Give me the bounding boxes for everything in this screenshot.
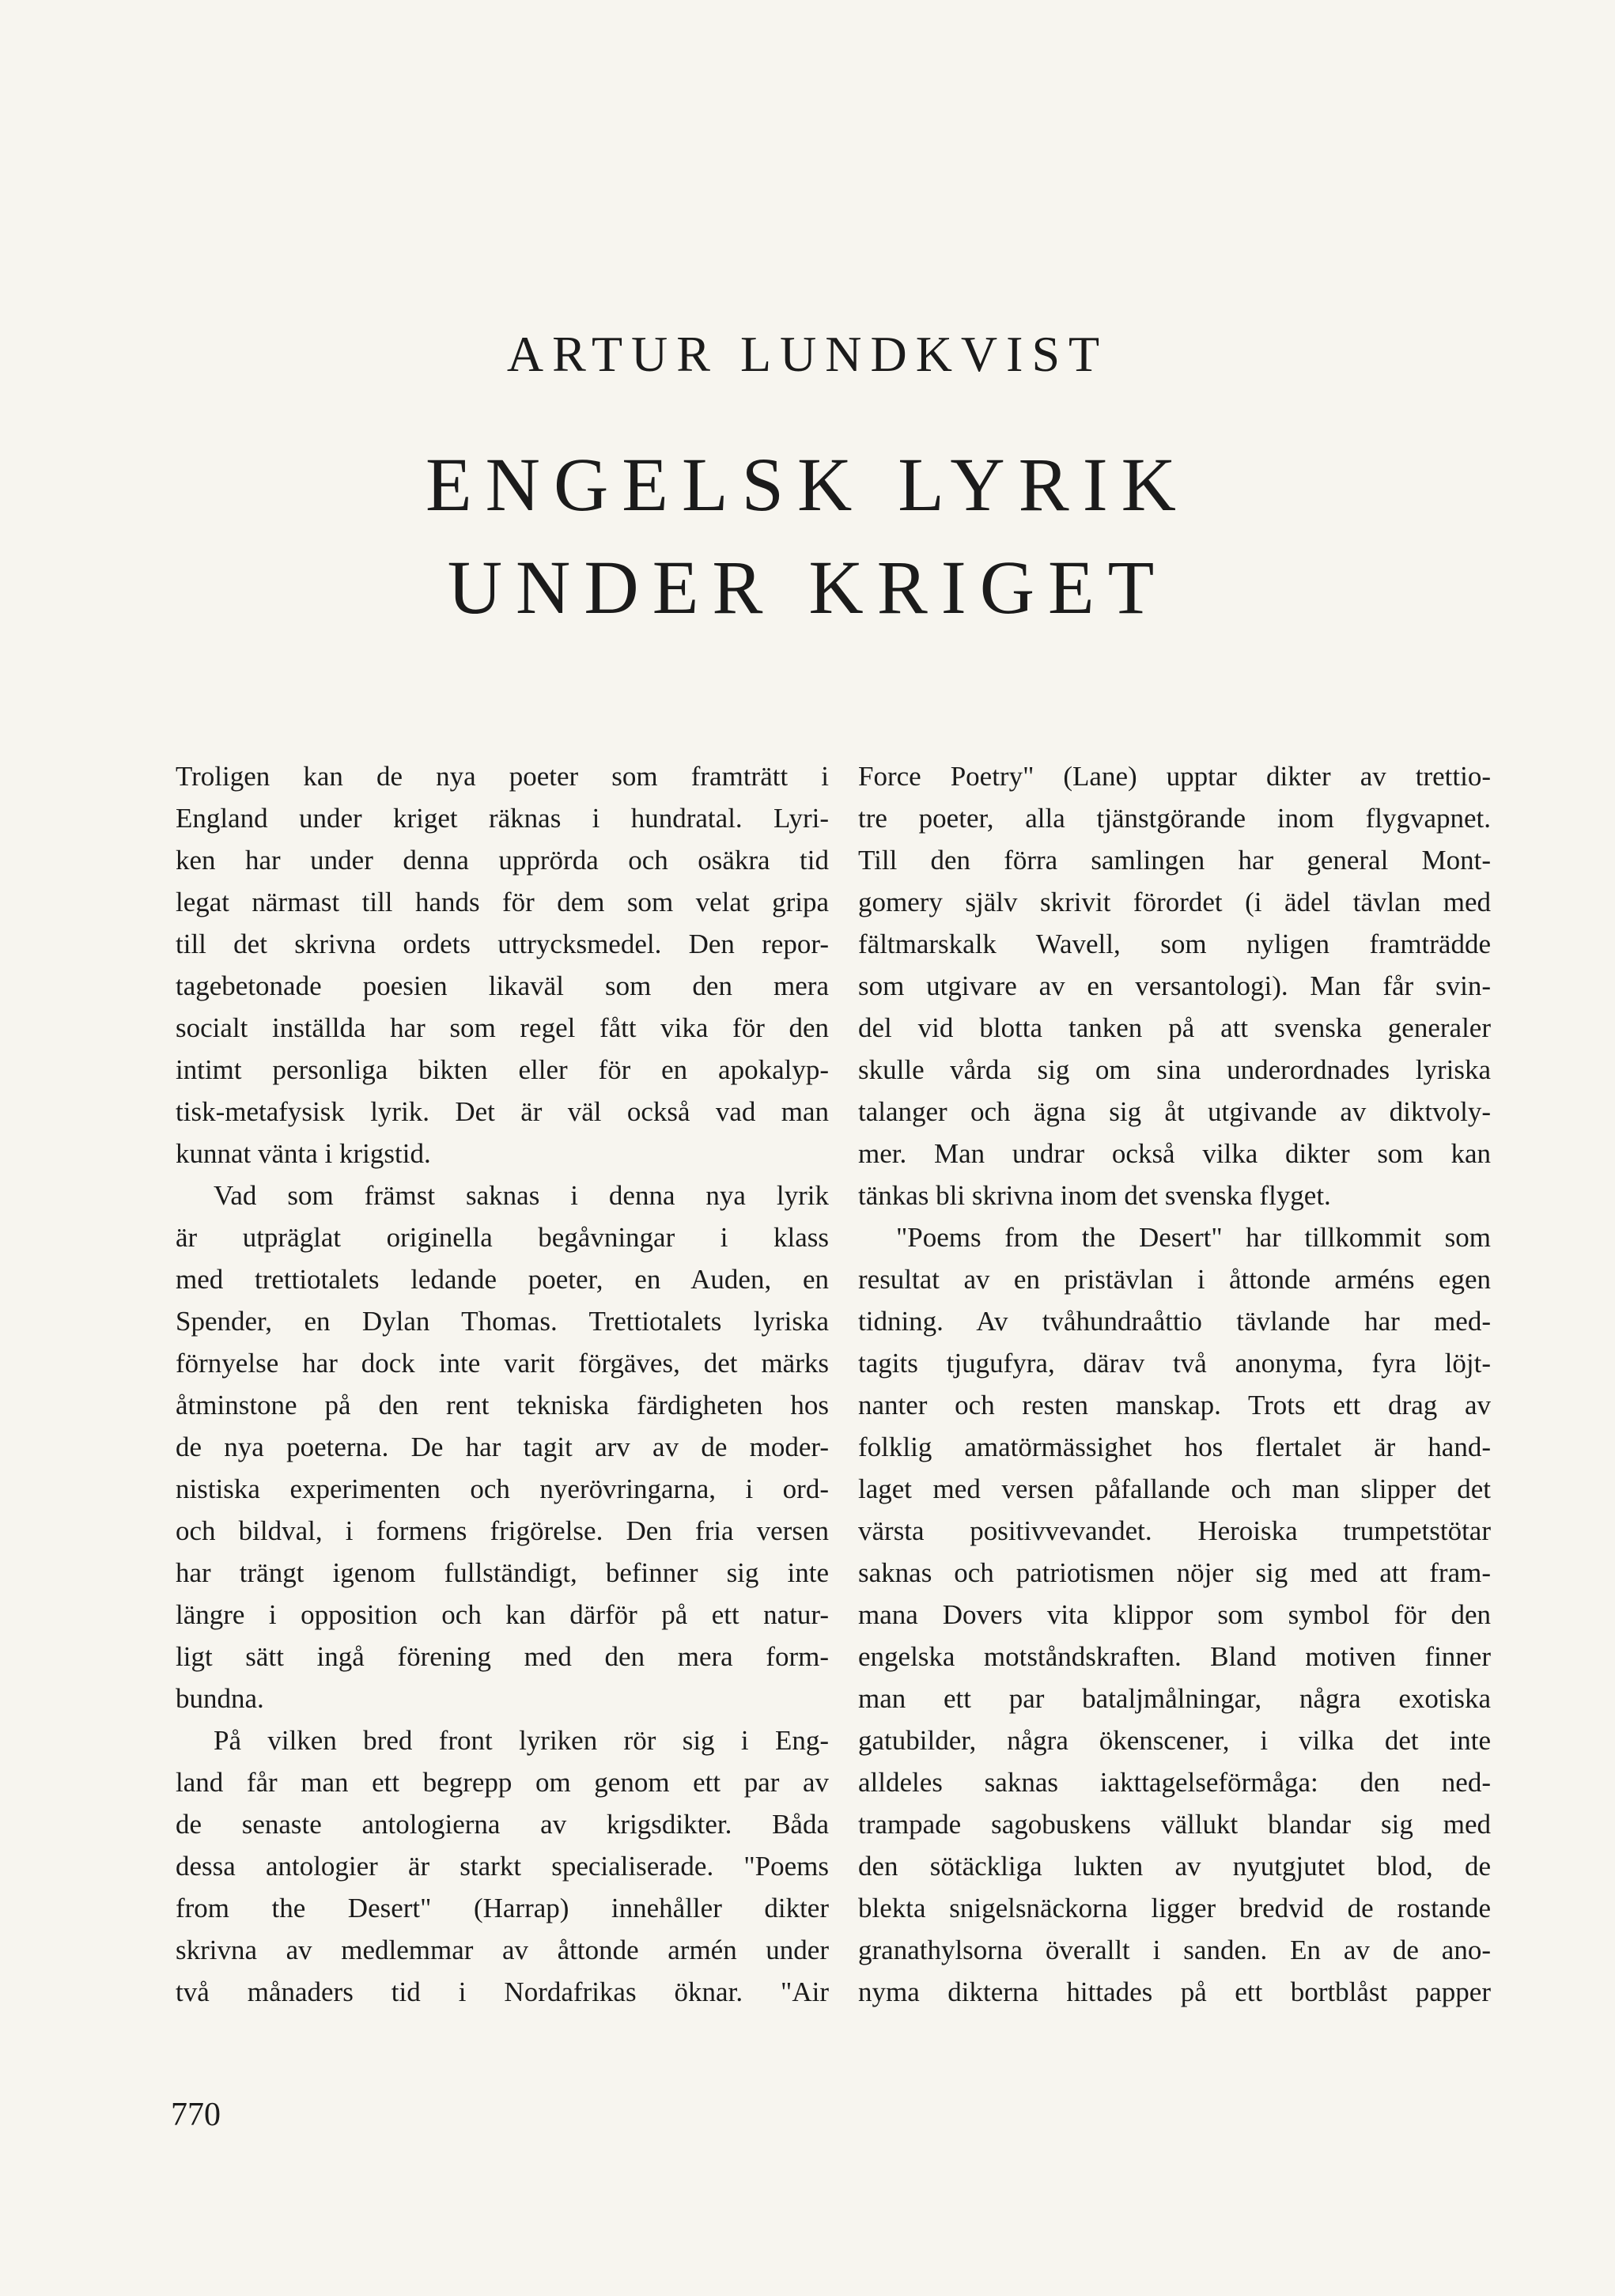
text-line: skulle vårda sig om sina underordnades lyriska [858, 1054, 1491, 1085]
text-line: socialt inställda har som regel fått vika för den [176, 1012, 829, 1043]
text-line: mer. Man undrar också vilka dikter som kan [858, 1138, 1491, 1169]
text-line: land får man ett begrepp om genom ett par av [176, 1767, 829, 1798]
text-line: de nya poeterna. De har tagit arv av de moder- [176, 1432, 829, 1462]
text-line: intimt personliga bikten eller för en apokalyp- [176, 1054, 829, 1085]
text-line: England under kriget räknas i hundratal. Lyri- [176, 803, 829, 834]
text-line: de senaste antologierna av krigsdikter. Båda [176, 1809, 829, 1840]
text-line: del vid blotta tanken på att svenska generaler [858, 1012, 1491, 1043]
text-line: granathylsorna överallt i sanden. En av de ano- [858, 1935, 1491, 1965]
left-column [176, 755, 829, 2013]
text-line: tagits tjugufyra, därav två anonyma, fyra löjt- [858, 1348, 1491, 1379]
text-line: gomery själv skrivit förordet (i ädel tävlan med [858, 887, 1491, 917]
text-line: skrivna av medlemmar av åttonde armén under [176, 1935, 829, 1965]
text-line: På vilken bred front lyriken rör sig i Eng- [214, 1725, 829, 1756]
text-line: förnyelse har dock inte varit förgäves, det märks [176, 1348, 829, 1379]
text-line: blekta snigelsnäckorna ligger bredvid de rostande [858, 1893, 1491, 1923]
text-line: from the Desert" (Harrap) innehåller dikter [176, 1893, 829, 1923]
article-title [0, 433, 1615, 639]
text-line: tisk-metafysisk lyrik. Det är väl också vad man [176, 1096, 829, 1127]
text-line: tagebetonade poesien likaväl som den mera [176, 970, 829, 1001]
text-line: tänkas bli skrivna inom det svenska flyget. [858, 1180, 1331, 1211]
text-line: alldeles saknas iakttagelseförmåga: den ned- [858, 1767, 1491, 1798]
text-line: värsta positivvevandet. Heroiska trumpetstötar [858, 1515, 1491, 1546]
text-line: med trettiotalets ledande poeter, en Auden, en [176, 1264, 829, 1295]
text-line: Force Poetry" (Lane) upptar dikter av trettio- [858, 761, 1491, 792]
right-column [858, 755, 1491, 2013]
text-line: tre poeter, alla tjänstgörande inom flygvapnet. [858, 803, 1491, 834]
author-name: ARTUR LUNDKVIST [506, 326, 1109, 382]
text-line: bundna. [176, 1683, 264, 1714]
text-line: mana Dovers vita klippor som symbol för den [858, 1599, 1491, 1630]
text-line: trampade sagobuskens vällukt blandar sig med [858, 1809, 1491, 1840]
text-line: den sötäckliga lukten av nyutgjutet blod, de [858, 1851, 1491, 1882]
text-line: fältmarskalk Wavell, som nyligen framträdde [858, 929, 1491, 959]
text-line: gatubilder, några ökenscener, i vilka det inte [858, 1725, 1491, 1756]
text-line: engelska motståndskraften. Bland motiven finner [858, 1641, 1491, 1672]
text-line: två månaders tid i Nordafrikas öknar. "Air [176, 1976, 829, 2007]
text-line: tidning. Av tvåhundraåttio tävlande har med- [858, 1306, 1491, 1337]
text-line: saknas och patriotismen nöjer sig med att fram- [858, 1557, 1491, 1588]
text-line: ken har under denna upprörda och osäkra tid [176, 845, 829, 876]
text-line: nanter och resten manskap. Trots ett drag av [858, 1390, 1491, 1420]
text-line: nistiska experimenten och nyerövringarna, i ord- [176, 1473, 829, 1504]
text-line: är utpräglat originella begåvningar i klass [176, 1222, 829, 1253]
text-line: talanger och ägna sig åt utgivande av diktvoly- [858, 1096, 1491, 1127]
text-line: Spender, en Dylan Thomas. Trettiotalets lyriska [176, 1306, 829, 1337]
text-line: resultat av en pristävlan i åttonde arméns egen [858, 1264, 1491, 1295]
text-line: och bildval, i formens frigörelse. Den fria versen [176, 1515, 829, 1546]
title-line-2: UNDER KRIGET [447, 545, 1168, 630]
text-line: Vad som främst saknas i denna nya lyrik [214, 1180, 829, 1211]
text-line: till det skrivna ordets uttrycksmedel. Den repor- [176, 929, 829, 959]
text-line: laget med versen påfallande och man slipper det [858, 1473, 1491, 1504]
text-line: dessa antologier är starkt specialiserade. "Poems [176, 1851, 829, 1882]
text-line: legat närmast till hands för dem som velat gripa [176, 887, 829, 917]
title-line-1: ENGELSK LYRIK [425, 442, 1190, 527]
text-line: har trängt igenom fullständigt, befinner sig inte [176, 1557, 829, 1588]
text-line: Troligen kan de nya poeter som framträtt i [176, 761, 829, 792]
text-line: som utgivare av en versantologi). Man får svin- [858, 970, 1491, 1001]
text-line: åtminstone på den rent tekniska färdigheten hos [176, 1390, 829, 1420]
text-line: längre i opposition och kan därför på ett natur- [176, 1599, 829, 1630]
text-line: Till den förra samlingen har general Mont- [858, 845, 1491, 876]
text-line: nyma dikterna hittades på ett bortblåst papper [858, 1976, 1491, 2007]
page-number: 770 [171, 2097, 221, 2133]
text-line: man ett par bataljmålningar, några exotiska [858, 1683, 1491, 1714]
text-line: kunnat vänta i krigstid. [176, 1138, 431, 1169]
text-line: ligt sätt ingå förening med den mera form- [176, 1641, 829, 1672]
text-line: "Poems from the Desert" har tillkommit som [896, 1222, 1491, 1253]
text-line: folklig amatörmässighet hos flertalet är hand- [858, 1432, 1491, 1462]
